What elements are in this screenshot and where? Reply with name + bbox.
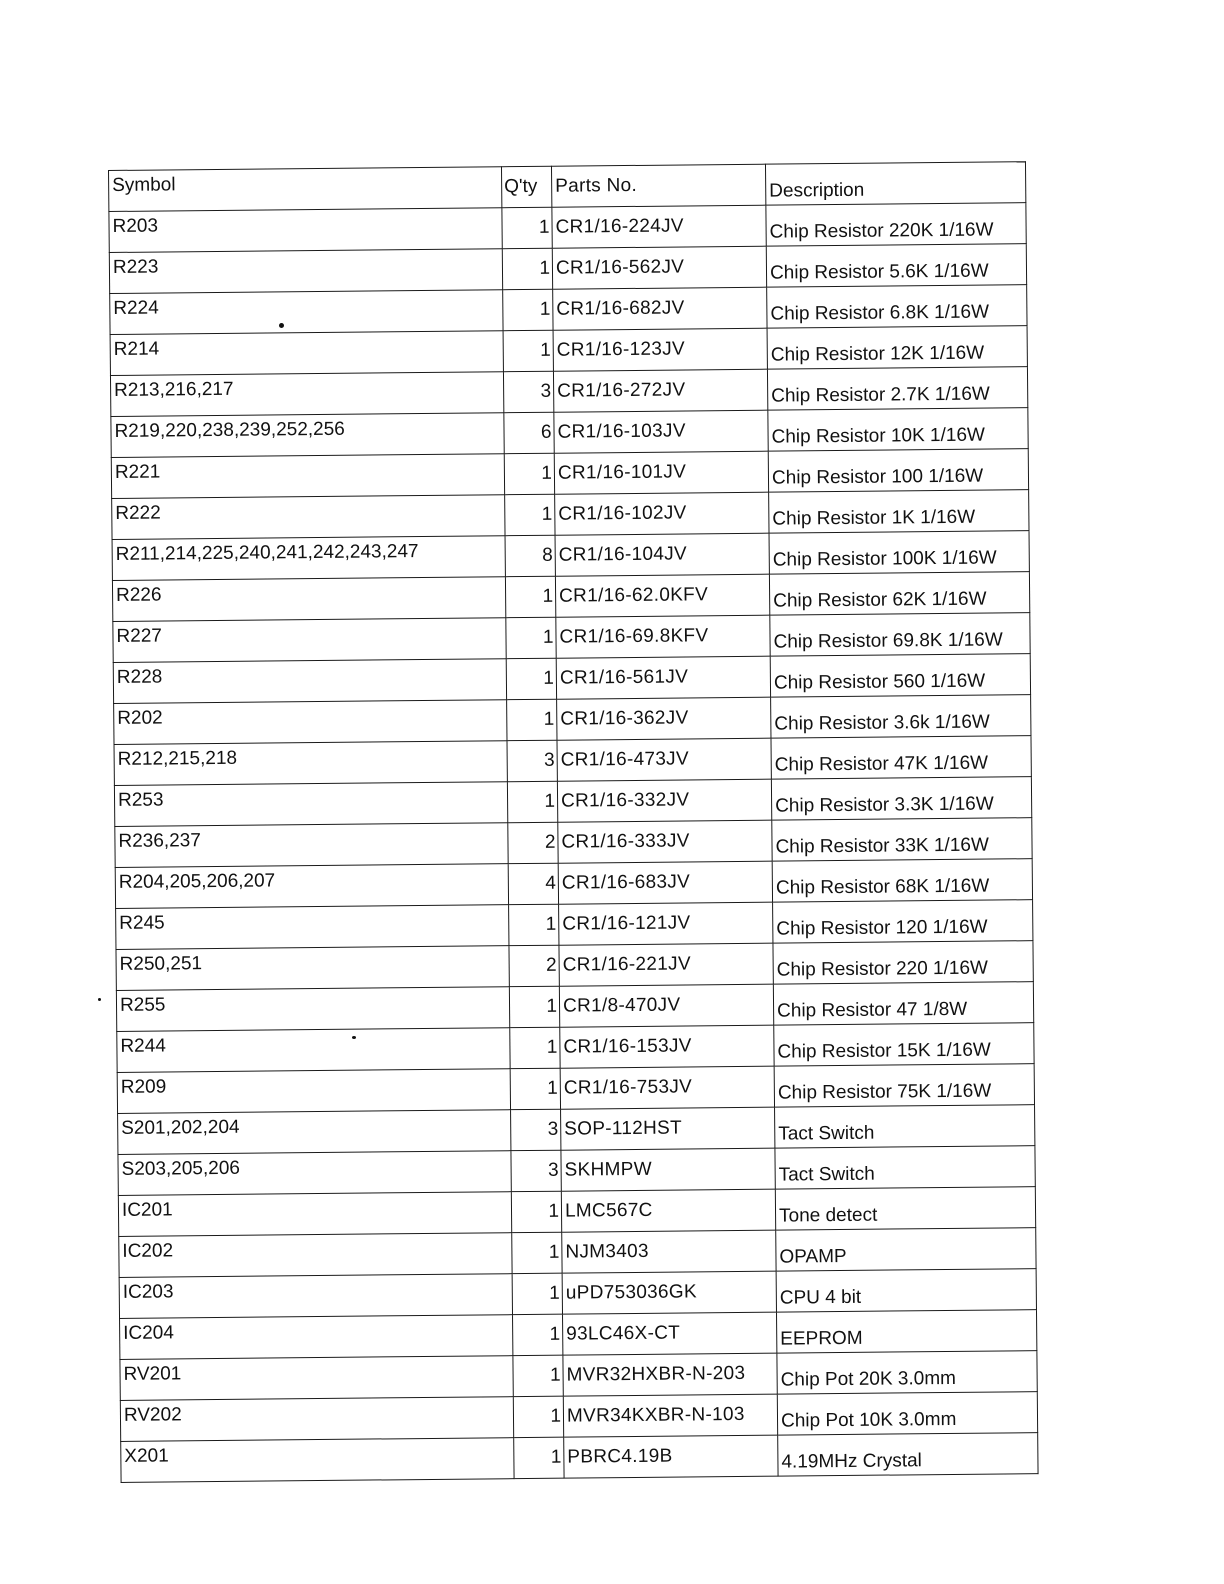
cell-qty: 1 [513,1355,563,1396]
cell-parts-no: LMC567C [561,1189,775,1232]
cell-description: Chip Resistor 47K 1/16W [771,736,1031,779]
cell-parts-no: CR1/16-753JV [560,1066,774,1109]
cell-description: Chip Resistor 220 1/16W [773,941,1033,984]
cell-symbol: R211,214,225,240,241,242,243,247 [112,536,505,581]
cell-qty: 1 [509,986,559,1027]
cell-parts-no: CR1/16-562JV [552,246,766,289]
header-parts-no: Parts No. [551,164,765,207]
cell-description: Chip Resistor 120 1/16W [773,900,1033,943]
cell-description: Chip Resistor 2.7K 1/16W [767,367,1027,410]
cell-description: Chip Resistor 100K 1/16W [769,531,1029,574]
cell-symbol: R255 [116,987,509,1032]
cell-description: Tact Switch [775,1146,1035,1189]
cell-qty: 1 [506,617,556,658]
cell-qty: 1 [503,289,553,330]
cell-parts-no: CR1/16-69.8KFV [556,615,770,658]
cell-qty: 3 [507,740,557,781]
cell-symbol: R203 [109,208,502,253]
cell-qty: 1 [502,248,552,289]
cell-symbol: RV202 [120,1397,513,1442]
cell-parts-no: CR1/16-221JV [559,943,773,986]
cell-parts-no: CR1/16-103JV [554,410,768,453]
cell-parts-no: CR1/8-470JV [559,984,773,1027]
cell-parts-no: CR1/16-121JV [559,902,773,945]
cell-description: 4.19MHz Crystal [778,1433,1038,1476]
cell-parts-no: CR1/16-101JV [554,451,768,494]
cell-description: Tone detect [775,1187,1035,1230]
cell-qty: 1 [502,207,552,248]
cell-description: CPU 4 bit [776,1269,1036,1312]
cell-parts-no: 93LC46X-CT [563,1312,777,1355]
cell-symbol: S203,205,206 [118,1151,511,1196]
cell-description: Chip Resistor 1K 1/16W [769,490,1029,533]
cell-qty: 1 [510,1068,560,1109]
cell-description: Chip Resistor 69.8K 1/16W [770,613,1030,656]
cell-description: Chip Resistor 5.6K 1/16W [766,244,1026,287]
scan-speck [352,1036,356,1039]
cell-parts-no: CR1/16-683JV [558,861,772,904]
cell-description: Chip Resistor 62K 1/16W [769,572,1029,615]
cell-qty: 1 [509,904,559,945]
cell-symbol: R221 [111,454,504,499]
table-row [121,1433,1038,1483]
cell-parts-no: CR1/16-473JV [557,738,771,781]
cell-description: Chip Resistor 10K 1/16W [768,408,1028,451]
cell-qty: 1 [506,658,556,699]
cell-symbol: R212,215,218 [114,741,507,786]
cell-symbol: R219,220,238,239,252,256 [111,413,504,458]
cell-qty: 1 [510,1027,560,1068]
cell-symbol: R244 [117,1028,510,1073]
cell-qty: 3 [503,371,553,412]
parts-list-table [108,161,1039,1483]
cell-description: Chip Pot 20K 3.0mm [777,1351,1037,1394]
cell-parts-no: CR1/16-362JV [557,697,771,740]
cell-description: EEPROM [776,1310,1036,1353]
header-description: Description [765,162,1025,205]
cell-qty: 3 [511,1109,561,1150]
cell-description: Chip Resistor 33K 1/16W [772,818,1032,861]
cell-symbol: R236,237 [115,823,508,868]
cell-symbol: R250,251 [116,946,509,991]
cell-qty: 2 [508,822,558,863]
cell-symbol: IC204 [120,1315,513,1360]
cell-parts-no: CR1/16-104JV [555,533,769,576]
cell-parts-no: CR1/16-332JV [557,779,771,822]
cell-symbol: R214 [110,331,503,376]
cell-description: Chip Pot 10K 3.0mm [777,1392,1037,1435]
cell-symbol: X201 [121,1438,514,1483]
cell-parts-no: SOP-112HST [561,1107,775,1150]
cell-qty: 1 [505,576,555,617]
cell-symbol: R213,216,217 [110,372,503,417]
cell-symbol: R202 [114,700,507,745]
cell-symbol: RV201 [120,1356,513,1401]
cell-qty: 1 [514,1437,564,1478]
cell-description: Chip Resistor 3.3K 1/16W [771,777,1031,820]
cell-qty: 3 [511,1150,561,1191]
cell-description: OPAMP [776,1228,1036,1271]
cell-qty: 1 [505,494,555,535]
header-qty: Q'ty [501,166,551,207]
cell-qty: 1 [507,699,557,740]
cell-symbol: R228 [113,659,506,704]
cell-symbol: R224 [110,290,503,335]
cell-qty: 1 [513,1314,563,1355]
cell-qty: 1 [512,1273,562,1314]
cell-description: Chip Resistor 47 1/8W [773,982,1033,1025]
cell-symbol: R204,205,206,207 [115,864,508,909]
cell-qty: 1 [513,1396,563,1437]
cell-description: Chip Resistor 6.8K 1/16W [767,285,1027,328]
cell-qty: 1 [504,453,554,494]
scan-speck [279,323,284,328]
cell-qty: 1 [511,1191,561,1232]
cell-symbol: R227 [113,618,506,663]
scan-speck [98,998,101,1001]
cell-description: Chip Resistor 75K 1/16W [774,1064,1034,1107]
cell-description: Chip Resistor 15K 1/16W [774,1023,1034,1066]
cell-parts-no: CR1/16-62.0KFV [555,574,769,617]
cell-description: Chip Resistor 3.6k 1/16W [771,695,1031,738]
cell-parts-no: CR1/16-682JV [553,287,767,330]
cell-parts-no: CR1/16-333JV [558,820,772,863]
cell-description: Tact Switch [775,1105,1035,1148]
cell-parts-no: MVR32HXBR-N-203 [563,1353,777,1396]
cell-parts-no: uPD753036GK [562,1271,776,1314]
header-symbol: Symbol [109,167,502,212]
cell-qty: 8 [505,535,555,576]
cell-parts-no: SKHMPW [561,1148,775,1191]
cell-description: Chip Resistor 100 1/16W [768,449,1028,492]
cell-qty: 1 [507,781,557,822]
cell-symbol: R222 [112,495,505,540]
cell-qty: 6 [504,412,554,453]
cell-symbol: IC202 [119,1233,512,1278]
cell-parts-no: PBRC4.19B [564,1435,778,1478]
cell-symbol: R223 [109,249,502,294]
cell-symbol: R253 [114,782,507,827]
cell-qty: 1 [512,1232,562,1273]
cell-description: Chip Resistor 220K 1/16W [766,203,1026,246]
cell-parts-no: CR1/16-272JV [553,369,767,412]
cell-parts-no: NJM3403 [562,1230,776,1273]
parts-list-sheet [108,161,1039,1483]
cell-description: Chip Resistor 560 1/16W [770,654,1030,697]
cell-parts-no: CR1/16-561JV [556,656,770,699]
cell-parts-no: CR1/16-153JV [560,1025,774,1068]
cell-symbol: S201,202,204 [118,1110,511,1155]
cell-description: Chip Resistor 12K 1/16W [767,326,1027,369]
cell-symbol: IC203 [119,1274,512,1319]
cell-qty: 2 [509,945,559,986]
cell-symbol: IC201 [118,1192,511,1237]
cell-parts-no: CR1/16-224JV [552,205,766,248]
cell-symbol: R226 [112,577,505,622]
cell-parts-no: MVR34KXBR-N-103 [563,1394,777,1437]
cell-parts-no: CR1/16-123JV [553,328,767,371]
cell-description: Chip Resistor 68K 1/16W [772,859,1032,902]
cell-symbol: R245 [116,905,509,950]
cell-symbol: R209 [117,1069,510,1114]
cell-qty: 4 [508,863,558,904]
cell-qty: 1 [503,330,553,371]
cell-parts-no: CR1/16-102JV [555,492,769,535]
